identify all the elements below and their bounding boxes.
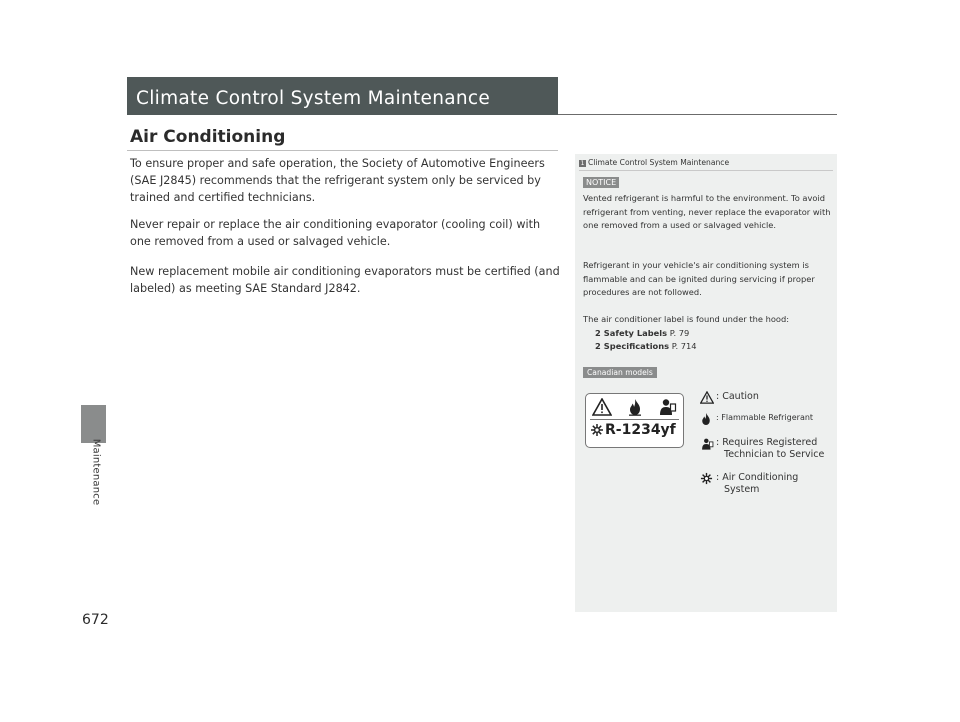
- chapter-title: Climate Control System Maintenance: [136, 88, 491, 109]
- side-note-heading: 1 Climate Control System Maintenance: [580, 158, 730, 167]
- notice-text: Vented refrigerant is harmful to the environment. To avoid refrigerant from venting, never replace the evaporator with one removed from a used or salvaged vehicle.: [583, 193, 831, 230]
- snowflake-icon: [590, 423, 604, 437]
- section-heading: Air Conditioning: [130, 127, 286, 147]
- paragraph-sae: To ensure proper and safe operation, the Society of Automotive Engineers (SAE J2845) recommends that the refrigerant system only be serviced by trained and certified technicians.: [130, 157, 545, 204]
- side-section-label: Maintenance: [90, 438, 102, 506]
- refrigerant-name: R-1234yf: [605, 422, 676, 438]
- flame-icon: [700, 412, 712, 426]
- flame-icon: [627, 398, 643, 416]
- canadian-models-badge: Canadian models: [583, 367, 657, 378]
- page-number: 672: [82, 612, 109, 628]
- label-location-text: The air conditioner label is found under the hood: 2 Safety Labels P. 79 2 Specifications P. 714: [583, 313, 831, 354]
- technician-icon: [700, 437, 714, 451]
- ref-specifications[interactable]: 2 Specifications P. 714: [595, 341, 697, 351]
- title-rule: [558, 114, 837, 115]
- snowflake-icon: [700, 472, 713, 485]
- notice-badge: NOTICE: [583, 177, 619, 188]
- side-section-tab: [81, 405, 106, 443]
- caution-triangle-icon: [592, 398, 612, 416]
- flammable-text: Refrigerant in your vehicle's air conditioning system is flammable and can be ignited during servicing if proper procedures are not followed.: [583, 260, 815, 297]
- note-marker-icon: 1: [580, 160, 585, 167]
- side-note-rule: [579, 170, 833, 171]
- section-rule: [127, 150, 558, 151]
- technician-icon: [657, 398, 677, 416]
- caution-triangle-icon: [700, 391, 714, 404]
- paragraph-certified: New replacement mobile air conditioning evaporators must be certified (and labeled) as meeting SAE Standard J2842.: [130, 265, 560, 295]
- paragraph-evaporator: Never repair or replace the air conditioning evaporator (cooling coil) with one removed from a used or salvaged vehicle.: [130, 218, 541, 248]
- side-note-box: 1 Climate Control System Maintenance NOTICE Vented refrigerant is harmful to the environment. To avoid refrigerant from venting, never replace the evaporator with one removed from a used or salvaged vehicle. Refrigerant in your vehicle's air conditioning system is flammable and can be ignited during servicing if proper procedures are not followed. The air conditioner label is found under the hood: 2 Safety Labels P. 79 2 Specifications P. 714 Canadian models R-1234yf : Caution : Flammable Refrigerant : Requires Registered Technician to Service : Air Conditioning System: [575, 154, 837, 612]
- ac-label-illustration: [585, 393, 684, 448]
- ref-safety-labels[interactable]: 2 Safety Labels P. 79: [595, 327, 690, 338]
- chapter-title-bar: [127, 77, 558, 115]
